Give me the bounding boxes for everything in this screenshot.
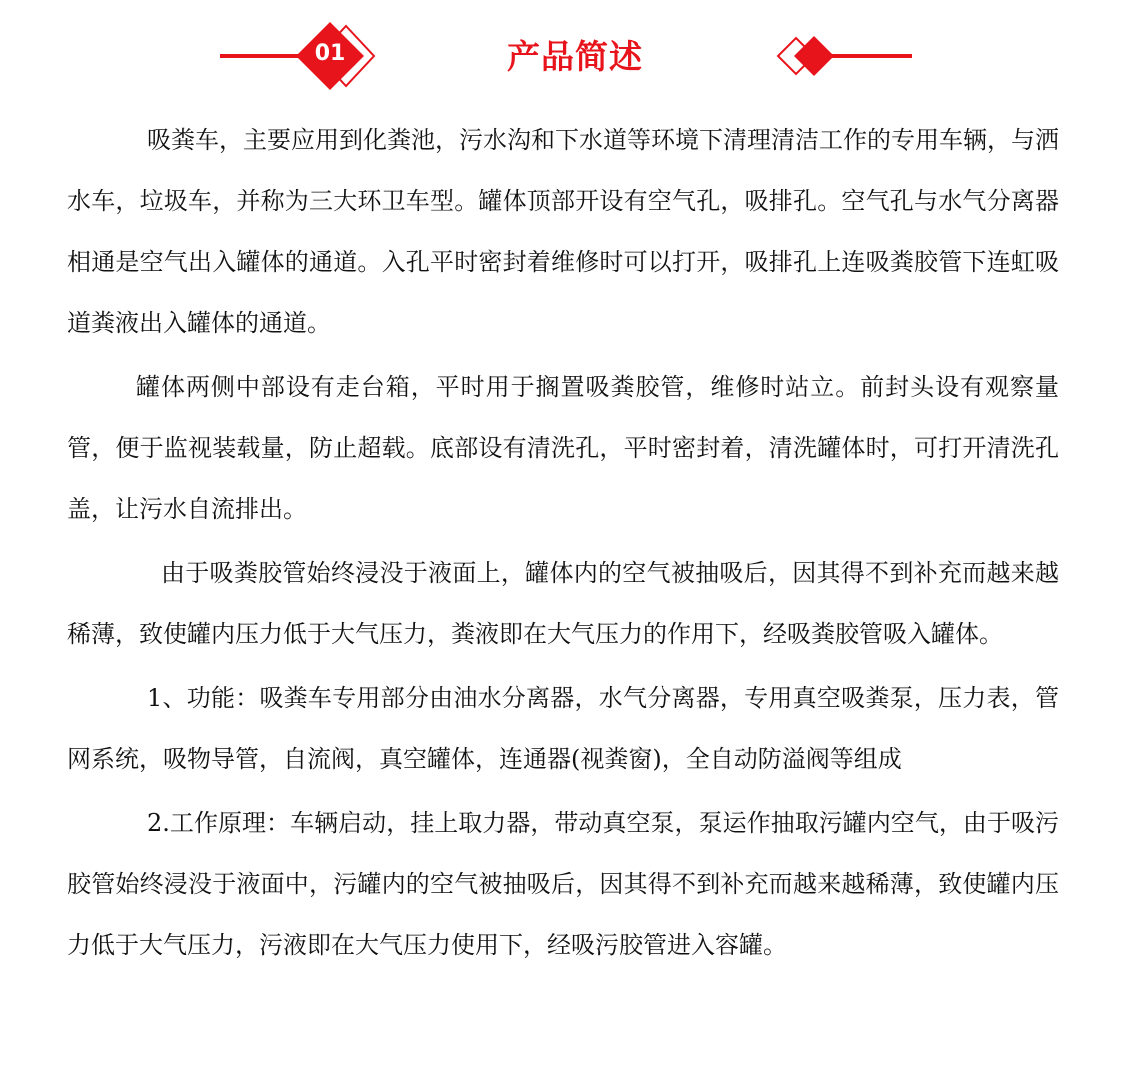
section-header [0,0,1131,110]
body-text [67,110,1059,976]
paragraph-working-principle: 2.工作原理：车辆启动，挂上取力器，带动真空泵，泵运作抽取污罐内空气，由于吸污胶管始终浸没于液面中，污罐内的空气被抽吸后，因其得不到补充而越来越稀薄，致使罐内压力低于大气压力，污液即在大气压力使用下，经吸污胶管进入容罐。 [67,809,1059,959]
paragraph-overview: 吸粪车，主要应用到化粪池，污水沟和下水道等环境下清理清洁工作的专用车辆，与洒水车，垃圾车，并称为三大环卫车型。罐体顶部开设有空气孔，吸排孔。空气孔与水气分离器相通是空气出入罐体的通道。入孔平时密封着维修时可以打开，吸排孔上连吸粪胶管下连虹吸道粪液出入罐体的通道。 [67,126,1059,337]
paragraph-tank-structure: 罐体两侧中部设有走台箱，平时用于搁置吸粪胶管，维修时站立。前封头设有观察量管，便于监视装载量，防止超载。底部设有清洗孔，平时密封着，清洗罐体时，可打开清洗孔盖，让污水自流排出。 [67,373,1059,523]
paragraph-function: 1、功能：吸粪车专用部分由油水分离器，水气分离器，专用真空吸粪泵，压力表，管网系统，吸物导管，自流阀，真空罐体，连通器(视粪窗)，全自动防溢阀等组成 [67,684,1059,773]
paragraph-suction-principle: 由于吸粪胶管始终浸没于液面上，罐体内的空气被抽吸后，因其得不到补充而越来越稀薄，致使罐内压力低于大气压力，粪液即在大气压力的作用下，经吸粪胶管吸入罐体。 [67,559,1059,648]
section-number-badge: 01 [314,41,346,66]
section-title: 产品简述 [507,37,643,76]
